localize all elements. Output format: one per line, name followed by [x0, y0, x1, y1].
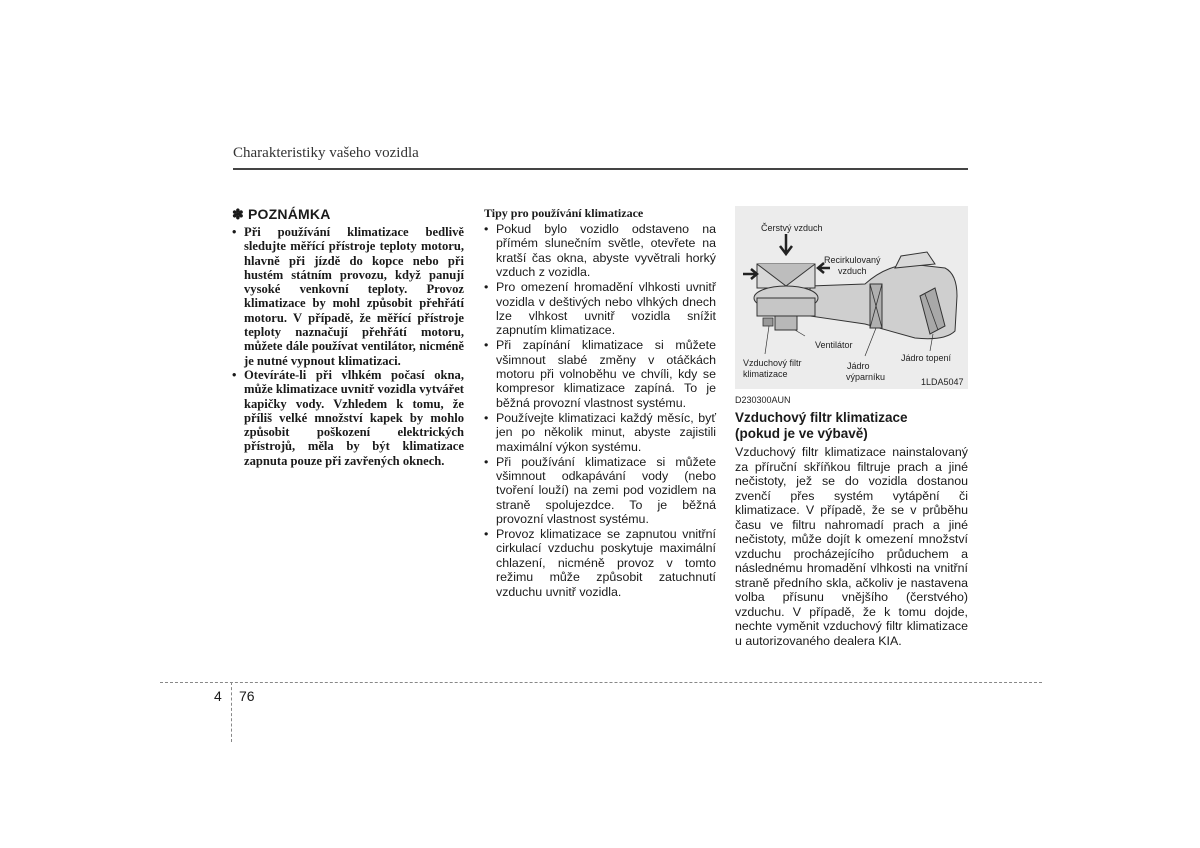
figure-code: 1LDA5047	[921, 377, 964, 387]
note-column	[232, 206, 464, 468]
hvac-diagram	[735, 206, 968, 389]
evaporator-label-2: výparníku	[846, 372, 886, 382]
note-list	[232, 225, 464, 468]
fan-body	[757, 298, 815, 316]
filter-label-2: klimatizace	[743, 369, 788, 379]
tip-item: • Pokud bylo vozidlo odstaveno na přímém slunečním světle, otevřete na kratší čas okna, abyste vyvětrali horký vzduch z vozidla.	[484, 222, 716, 280]
page-number: 76	[239, 688, 255, 704]
left-air-arrow	[743, 269, 757, 279]
heater-label: Jádro topení	[901, 353, 952, 363]
section-title	[735, 410, 968, 441]
filter-element	[763, 318, 773, 326]
evaporator-label-1: Jádro	[847, 361, 870, 371]
chapter-number: 4	[214, 688, 222, 704]
note-item: • Při používání klimatizace bedlivě sledujte měřící přístroje teploty motoru, hlavně při jízdě do kopce nebo při hustém státním provozu, když panují vysoké venkovní teploty. Provoz klimatizace by mohl způsobit přehřátí motoru. V případě, že měřící přístroje teploty naznačují přehřátí motoru, můžete dále používat ventilátor, nicméně je nutné vypnout klimatizaci.	[232, 225, 464, 368]
footer-vertical-rule	[231, 682, 232, 742]
recirc-air-label-2: vzduch	[838, 266, 867, 276]
section-title-line-2: (pokud je ve výbavě)	[735, 425, 868, 441]
fan-motor	[775, 316, 797, 330]
tip-item: • Používejte klimatizaci každý měsíc, byť jen po několik minut, abyste zajistili maximální výkon systému.	[484, 411, 716, 454]
fresh-air-label: Čerstvý vzduch	[761, 223, 823, 233]
filter-label-1: Vzduchový filtr	[743, 358, 802, 368]
fan-label: Ventilátor	[815, 340, 853, 350]
recirc-air-label-1: Recirkulovaný	[824, 255, 881, 265]
footer-rule	[160, 682, 1042, 683]
tip-item: • Při zapínání klimatizace si můžete všimnout slabé změny v otáčkách motoru při volnoběhu ve chvíli, kdy se kompresor klimatizace zapíná. To je běžná provozní vlastnost systému.	[484, 338, 716, 410]
header-rule	[233, 168, 968, 170]
tip-item: • Provoz klimatizace se zapnutou vnitřní cirkulací vzduchu poskytuje maximální chlazení, nicméně provoz v tomto režimu může způsobit zatuchnutí vzduchu uvnitř vozidla.	[484, 527, 716, 599]
section-code: D230300AUN	[735, 395, 791, 405]
tip-item: • Pro omezení hromadění vlhkosti uvnitř vozidla v deštivých nebo vlhkých dnech lze vlhkost uvnitř vozidla snížit zapnutím klimatizace.	[484, 280, 716, 338]
tips-column	[484, 206, 716, 600]
filter-column	[735, 206, 968, 648]
note-title: ✽ POZNÁMKA	[232, 206, 331, 222]
tips-title: Tipy pro používání klimatizace	[484, 206, 644, 220]
section-body: Vzduchový filtr klimatizace nainstalovaný za příruční skříňkou filtruje prach a jiné nečistoty, jež se do vozidla dostanou zvenčí přes systém vytápění či klimatizace. V případě, že se v průběhu času ve filtru nahromadí prach a jiné nečistoty, může dojít k omezení množství vzduchu procházejícího průduchem a následnému hromadění vlhkosti na vnitřní straně předního skla, ačkoliv je nastavena volba přísunu vnějšího (čerstvého) vzduchu. V případě, že k tomu dojde, nechte vyměnit vzduchový filtr klimatizace u autorizovaného dealera KIA.	[735, 445, 968, 648]
duct-outlet	[895, 252, 935, 268]
section-title-line-1: Vzduchový filtr klimatizace	[735, 410, 908, 425]
tips-list	[484, 222, 716, 599]
note-item: • Otevíráte-li při vlhkém počasí okna, může klimatizace uvnitř vozidla vytvářet kapičky vody. Vzhledem k tomu, že příliš velké množství kapek by mohlo způsobit poškození elektrických přístrojů, měla by být klimatizace zapnuta pouze při zavřených oknech.	[232, 368, 464, 468]
tip-item: • Při používání klimatizace si můžete všimnout odkapávání vody (nebo tvoření louží) na zemi pod vozidlem na straně spolujezdce. To je běžná provozní vlastnost systému.	[484, 455, 716, 527]
fresh-air-arrow	[780, 234, 792, 254]
page-header-title: Charakteristiky vašeho vozidla	[233, 145, 419, 161]
